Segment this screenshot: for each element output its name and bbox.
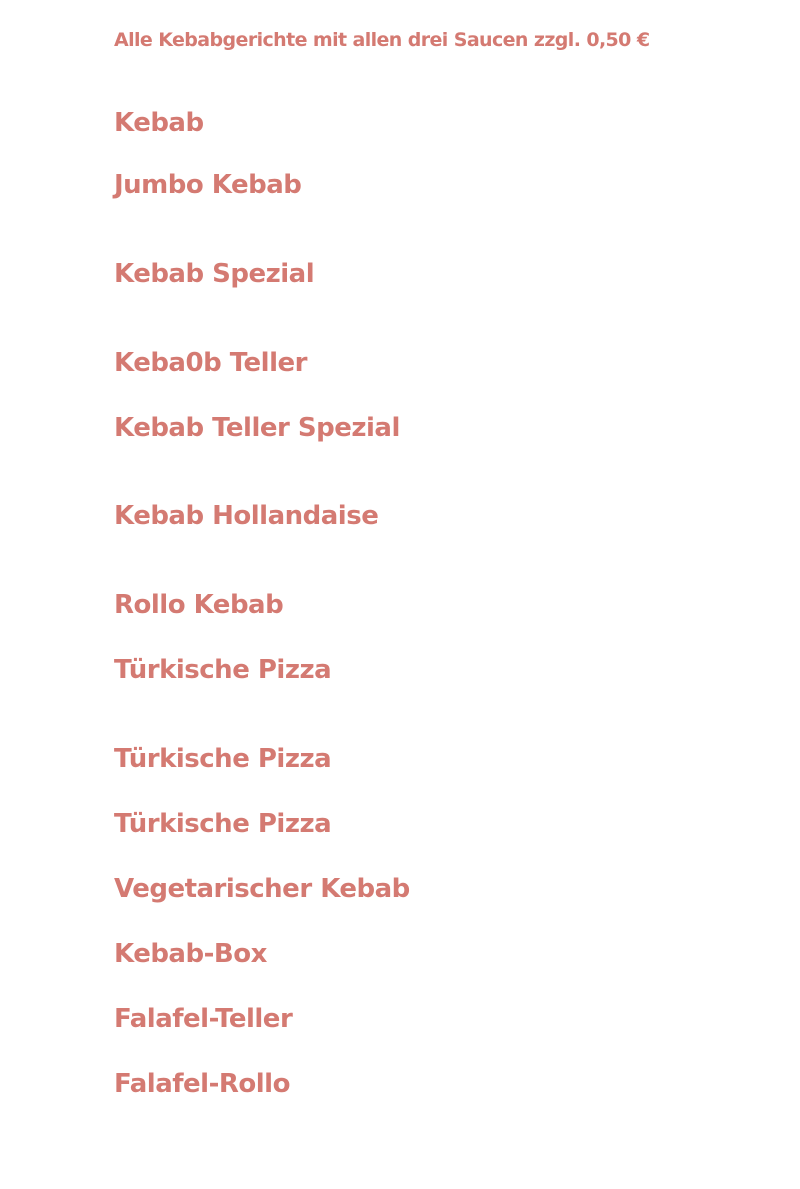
menu-item-tuerkische-pizza-2: Türkische Pizza	[114, 744, 332, 774]
menu-item-kebab: Kebab	[114, 108, 204, 138]
menu-item-falafel-teller: Falafel-Teller	[114, 1004, 293, 1034]
sauce-surcharge-notice: Alle Kebabgerichte mit allen drei Saucen zzgl. 0,50 €	[114, 29, 650, 51]
menu-item-kebab-teller-spezial: Kebab Teller Spezial	[114, 413, 400, 443]
menu-item-kebab-teller: Keba0b Teller	[114, 348, 307, 378]
menu-item-rollo-kebab: Rollo Kebab	[114, 590, 284, 620]
menu-item-tuerkische-pizza-3: Türkische Pizza	[114, 809, 332, 839]
menu-item-falafel-rollo: Falafel-Rollo	[114, 1069, 290, 1099]
menu-item-jumbo-kebab: Jumbo Kebab	[114, 170, 302, 200]
menu-item-tuerkische-pizza-1: Türkische Pizza	[114, 655, 332, 685]
menu-item-vegetarischer-kebab: Vegetarischer Kebab	[114, 874, 410, 904]
menu-item-kebab-box: Kebab-Box	[114, 939, 267, 969]
menu-item-kebab-hollandaise: Kebab Hollandaise	[114, 501, 379, 531]
menu-item-kebab-spezial: Kebab Spezial	[114, 259, 315, 289]
